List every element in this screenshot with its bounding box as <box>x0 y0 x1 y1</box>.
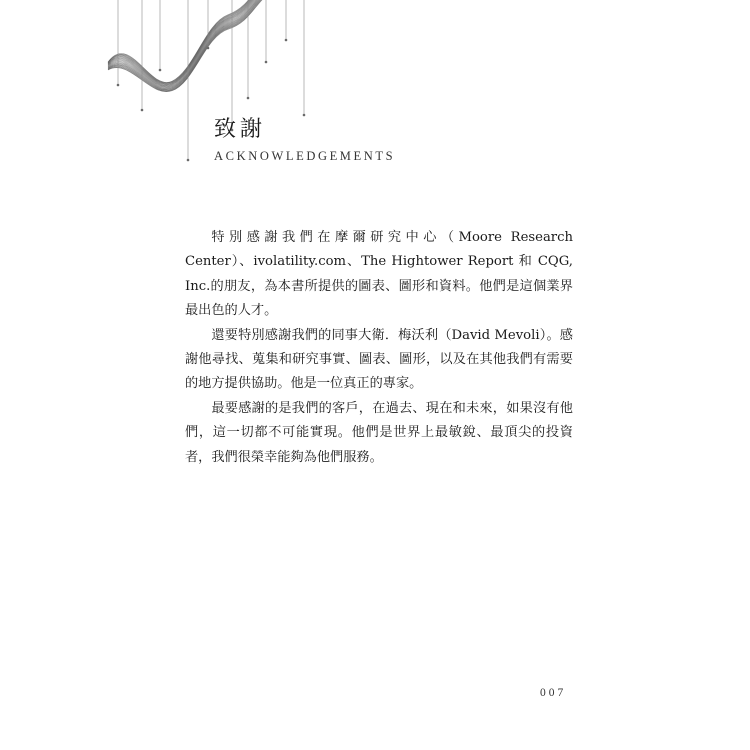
guide-dot <box>187 159 190 162</box>
guide-dot <box>141 109 144 112</box>
body-text <box>185 226 573 470</box>
page-number: 007 <box>540 687 567 699</box>
paragraph-1: 特別感謝我們在摩爾研究中心（Moore Research Center）、ivolatility.com、The Hightower Report 和 CQG, Inc.的朋友，為本書所提供的圖表、圖形和資料。他們是這個業界最出色的人才。 <box>185 230 573 319</box>
guide-dot <box>265 61 268 64</box>
guide-dot <box>303 114 306 117</box>
guide-dot <box>247 97 250 100</box>
page-title: 致謝 <box>214 117 267 142</box>
page-subtitle: ACKNOWLEDGEMENTS <box>214 149 396 163</box>
guide-dot <box>207 47 210 50</box>
wave-line <box>108 0 272 90</box>
paragraph-3: 最要感謝的是我們的客戶，在過去、現在和未來，如果沒有他們，這一切都不可能實現。他們是世界上最敏銳、最頂尖的投資者，我們很榮幸能夠為他們服務。 <box>185 400 573 465</box>
guide-dot <box>117 84 120 87</box>
wave-lines-ornament <box>0 0 750 200</box>
guide-dot <box>159 69 162 72</box>
guide-dot <box>285 39 288 42</box>
paragraph-2: 還要特別感謝我們的同事大衛．梅沃利（David Mevoli）。感謝他尋找、蒐集和研究事實、圖表、圖形，以及在其他我們有需要的地方提供協助。他是一位真正的專家。 <box>185 327 573 392</box>
